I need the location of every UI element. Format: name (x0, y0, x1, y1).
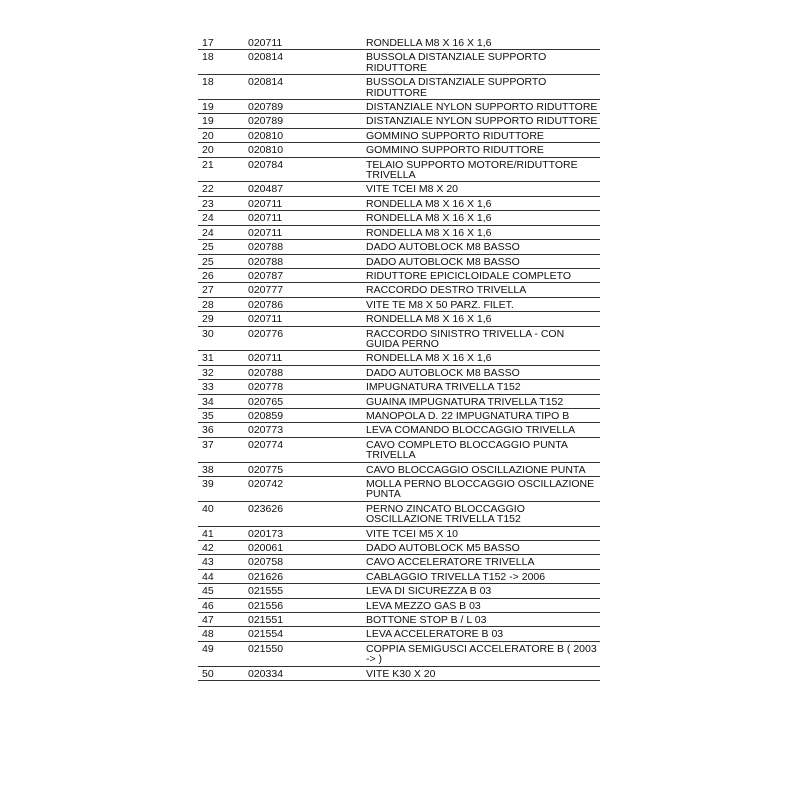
table-row (198, 555, 600, 569)
part-description: RACCORDO DESTRO TRIVELLA (366, 283, 600, 297)
part-description: DADO AUTOBLOCK M5 BASSO (366, 541, 600, 555)
part-code: 020778 (248, 380, 366, 394)
part-number: 34 (198, 394, 248, 408)
table-row (198, 157, 600, 182)
part-code: 020334 (248, 666, 366, 680)
part-code: 020711 (248, 312, 366, 326)
part-code: 020711 (248, 211, 366, 225)
part-description: BUSSOLA DISTANZIALE SUPPORTO RIDUTTORE (366, 75, 600, 100)
part-code: 020788 (248, 240, 366, 254)
table-row (198, 182, 600, 196)
part-description: GOMMINO SUPPORTO RIDUTTORE (366, 128, 600, 142)
part-number: 19 (198, 114, 248, 128)
part-number: 40 (198, 501, 248, 526)
table-row (198, 598, 600, 612)
part-code: 020810 (248, 143, 366, 157)
table-row (198, 143, 600, 157)
part-code: 020773 (248, 423, 366, 437)
part-description: RIDUTTORE EPICICLOIDALE COMPLETO (366, 268, 600, 282)
table-row (198, 541, 600, 555)
part-code: 023626 (248, 501, 366, 526)
table-row (198, 501, 600, 526)
table-row (198, 408, 600, 422)
table-row (198, 526, 600, 540)
part-number: 44 (198, 569, 248, 583)
part-code: 020787 (248, 268, 366, 282)
part-description: GUAINA IMPUGNATURA TRIVELLA T152 (366, 394, 600, 408)
part-code: 020711 (248, 196, 366, 210)
part-number: 50 (198, 666, 248, 680)
part-code: 021550 (248, 641, 366, 666)
parts-table-body (198, 36, 600, 681)
part-number: 25 (198, 254, 248, 268)
part-description: LEVA MEZZO GAS B 03 (366, 598, 600, 612)
table-row (198, 36, 600, 50)
part-description: GOMMINO SUPPORTO RIDUTTORE (366, 143, 600, 157)
part-description: RONDELLA M8 X 16 X 1,6 (366, 211, 600, 225)
part-number: 41 (198, 526, 248, 540)
part-description: CAVO BLOCCAGGIO OSCILLAZIONE PUNTA (366, 462, 600, 476)
part-description: RONDELLA M8 X 16 X 1,6 (366, 196, 600, 210)
part-code: 020711 (248, 351, 366, 365)
table-row (198, 196, 600, 210)
part-number: 36 (198, 423, 248, 437)
table-row (198, 312, 600, 326)
table-row (198, 326, 600, 351)
part-code: 020786 (248, 297, 366, 311)
table-row (198, 613, 600, 627)
part-code: 021556 (248, 598, 366, 612)
part-description: DADO AUTOBLOCK M8 BASSO (366, 365, 600, 379)
table-row (198, 666, 600, 680)
part-description: VITE TCEI M8 X 20 (366, 182, 600, 196)
table-row (198, 225, 600, 239)
table-row (198, 128, 600, 142)
part-description: DISTANZIALE NYLON SUPPORTO RIDUTTORE (366, 114, 600, 128)
part-code: 020789 (248, 114, 366, 128)
part-number: 30 (198, 326, 248, 351)
table-row (198, 351, 600, 365)
parts-table (198, 36, 600, 681)
part-code: 020711 (248, 225, 366, 239)
part-number: 27 (198, 283, 248, 297)
table-row (198, 211, 600, 225)
part-number: 26 (198, 268, 248, 282)
part-code: 021555 (248, 584, 366, 598)
part-number: 29 (198, 312, 248, 326)
part-description: VITE TCEI M5 X 10 (366, 526, 600, 540)
part-number: 43 (198, 555, 248, 569)
part-description: TELAIO SUPPORTO MOTORE/RIDUTTORE TRIVELLA (366, 157, 600, 182)
part-code: 020814 (248, 75, 366, 100)
part-code: 020784 (248, 157, 366, 182)
part-number: 20 (198, 143, 248, 157)
part-description: BUSSOLA DISTANZIALE SUPPORTO RIDUTTORE (366, 50, 600, 75)
table-row (198, 268, 600, 282)
part-code: 020789 (248, 100, 366, 114)
table-row (198, 75, 600, 100)
part-number: 28 (198, 297, 248, 311)
table-row (198, 283, 600, 297)
part-code: 020487 (248, 182, 366, 196)
part-number: 46 (198, 598, 248, 612)
part-code: 020173 (248, 526, 366, 540)
part-number: 17 (198, 36, 248, 50)
table-row (198, 477, 600, 502)
part-description: DADO AUTOBLOCK M8 BASSO (366, 254, 600, 268)
table-row (198, 569, 600, 583)
part-description: VITE TE M8 X 50 PARZ. FILET. (366, 297, 600, 311)
part-number: 24 (198, 211, 248, 225)
part-code: 020776 (248, 326, 366, 351)
part-description: MANOPOLA D. 22 IMPUGNATURA TIPO B (366, 408, 600, 422)
part-code: 020814 (248, 50, 366, 75)
part-description: DADO AUTOBLOCK M8 BASSO (366, 240, 600, 254)
part-number: 37 (198, 437, 248, 462)
part-description: MOLLA PERNO BLOCCAGGIO OSCILLAZIONE PUNTA (366, 477, 600, 502)
table-row (198, 641, 600, 666)
table-row (198, 114, 600, 128)
part-description: RACCORDO SINISTRO TRIVELLA - CON GUIDA PERNO (366, 326, 600, 351)
part-number: 25 (198, 240, 248, 254)
part-description: COPPIA SEMIGUSCI ACCELERATORE B ( 2003 -> ) (366, 641, 600, 666)
part-description: LEVA DI SICUREZZA B 03 (366, 584, 600, 598)
table-row (198, 627, 600, 641)
table-row (198, 254, 600, 268)
table-row (198, 462, 600, 476)
table-row (198, 50, 600, 75)
part-number: 24 (198, 225, 248, 239)
part-number: 32 (198, 365, 248, 379)
part-number: 20 (198, 128, 248, 142)
part-description: VITE K30 X 20 (366, 666, 600, 680)
part-code: 020742 (248, 477, 366, 502)
table-row (198, 297, 600, 311)
part-number: 35 (198, 408, 248, 422)
part-code: 020788 (248, 254, 366, 268)
part-code: 021554 (248, 627, 366, 641)
part-number: 22 (198, 182, 248, 196)
part-description: CAVO ACCELERATORE TRIVELLA (366, 555, 600, 569)
part-description: CABLAGGIO TRIVELLA T152 -> 2006 (366, 569, 600, 583)
part-number: 47 (198, 613, 248, 627)
part-number: 23 (198, 196, 248, 210)
part-code: 020711 (248, 36, 366, 50)
table-row (198, 423, 600, 437)
part-description: RONDELLA M8 X 16 X 1,6 (366, 312, 600, 326)
part-number: 38 (198, 462, 248, 476)
table-row (198, 365, 600, 379)
part-code: 020061 (248, 541, 366, 555)
part-code: 021626 (248, 569, 366, 583)
part-description: RONDELLA M8 X 16 X 1,6 (366, 36, 600, 50)
table-row (198, 437, 600, 462)
part-description: RONDELLA M8 X 16 X 1,6 (366, 225, 600, 239)
part-number: 39 (198, 477, 248, 502)
part-code: 020765 (248, 394, 366, 408)
part-number: 42 (198, 541, 248, 555)
part-code: 020774 (248, 437, 366, 462)
part-description: PERNO ZINCATO BLOCCAGGIO OSCILLAZIONE TRIVELLA T152 (366, 501, 600, 526)
table-row (198, 394, 600, 408)
part-description: LEVA COMANDO BLOCCAGGIO TRIVELLA (366, 423, 600, 437)
part-description: DISTANZIALE NYLON SUPPORTO RIDUTTORE (366, 100, 600, 114)
table-row (198, 380, 600, 394)
part-code: 020777 (248, 283, 366, 297)
part-number: 33 (198, 380, 248, 394)
part-description: CAVO COMPLETO BLOCCAGGIO PUNTA TRIVELLA (366, 437, 600, 462)
part-code: 020788 (248, 365, 366, 379)
part-number: 49 (198, 641, 248, 666)
part-code: 021551 (248, 613, 366, 627)
part-number: 18 (198, 50, 248, 75)
part-description: LEVA ACCELERATORE B 03 (366, 627, 600, 641)
part-code: 020859 (248, 408, 366, 422)
part-number: 48 (198, 627, 248, 641)
part-number: 19 (198, 100, 248, 114)
table-row (198, 100, 600, 114)
part-description: IMPUGNATURA TRIVELLA T152 (366, 380, 600, 394)
part-number: 18 (198, 75, 248, 100)
part-number: 21 (198, 157, 248, 182)
part-code: 020775 (248, 462, 366, 476)
table-row (198, 240, 600, 254)
part-number: 31 (198, 351, 248, 365)
part-code: 020810 (248, 128, 366, 142)
part-code: 020758 (248, 555, 366, 569)
table-row (198, 584, 600, 598)
part-description: BOTTONE STOP B / L 03 (366, 613, 600, 627)
part-description: RONDELLA M8 X 16 X 1,6 (366, 351, 600, 365)
part-number: 45 (198, 584, 248, 598)
